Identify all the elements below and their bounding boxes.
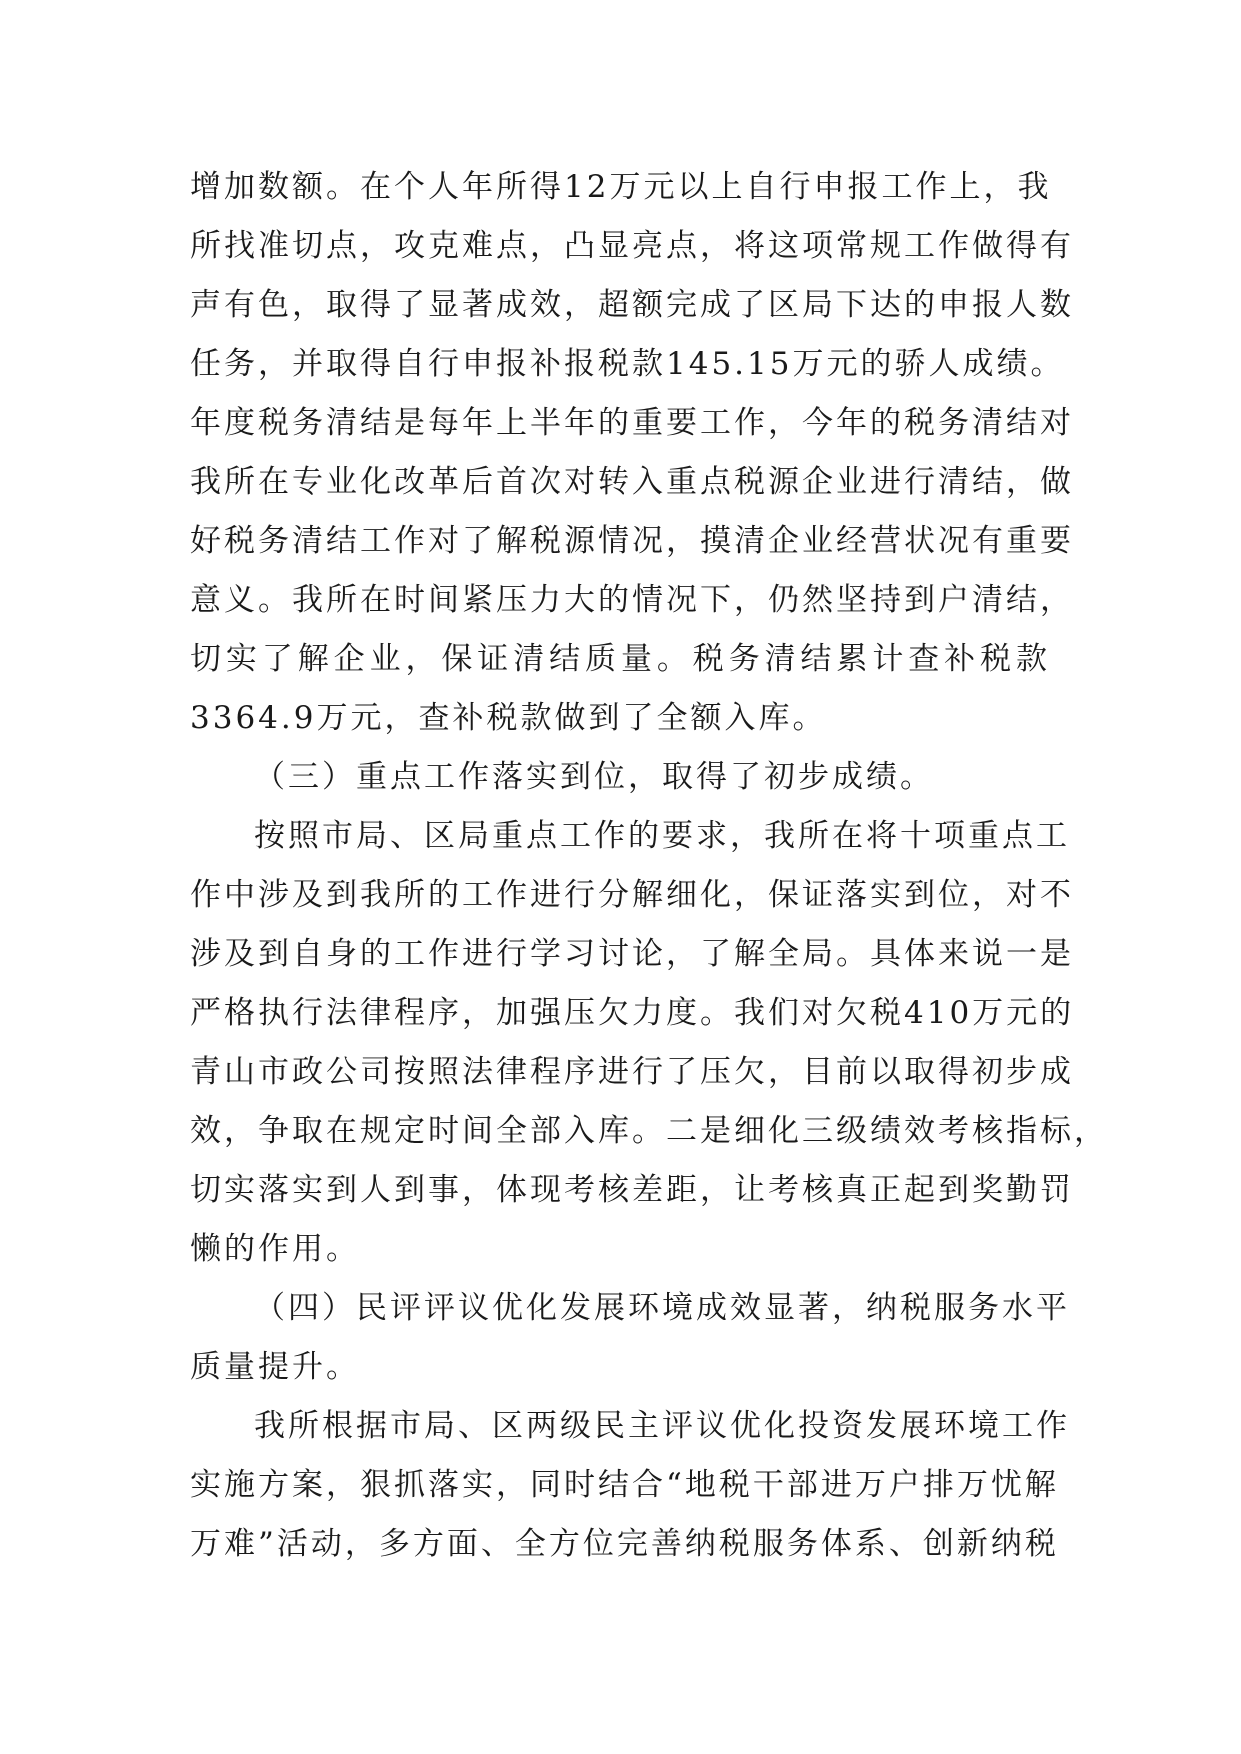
text-line: 我所在专业化改革后首次对转入重点税源企业进行清结，做: [190, 464, 1074, 500]
text-line: 效，争取在规定时间全部入库。二是细化三级绩效考核指标，: [190, 1113, 1108, 1149]
text-line: 切实落实到人到事，体现考核差距，让考核真正起到奖勤罚: [190, 1172, 1074, 1208]
text-line: 切实了解企业，保证清结质量。税务清结累计查补税款: [190, 641, 1050, 677]
text-line: 作中涉及到我所的工作进行分解细化，保证落实到位，对不: [190, 877, 1074, 913]
text-line: （三）重点工作落实到位，取得了初步成绩。: [254, 759, 934, 795]
text-line: 按照市局、区局重点工作的要求，我所在将十项重点工: [254, 818, 1070, 854]
text-line: 质量提升。: [190, 1349, 360, 1385]
text-line: 所找准切点，攻克难点，凸显亮点，将这项常规工作做得有: [190, 228, 1074, 264]
text-line: （四）民评评议优化发展环境成效显著，纳税服务水平: [254, 1290, 1070, 1326]
text-line: 声有色，取得了显著成效，超额完成了区局下达的申报人数: [190, 287, 1074, 323]
text-line: 实施方案，狠抓落实，同时结合“地税干部进万户排万忧解: [190, 1467, 1059, 1503]
text-line: 意义。我所在时间紧压力大的情况下，仍然坚持到户清结，: [190, 582, 1074, 618]
text-line: 3364.9万元，查补税款做到了全额入库。: [190, 700, 827, 736]
text-line: 青山市政公司按照法律程序进行了压欠，目前以取得初步成: [190, 1054, 1074, 1090]
text-line: 严格执行法律程序，加强压欠力度。我们对欠税410万元的: [190, 995, 1075, 1031]
document-body: [190, 158, 1108, 1574]
text-line: 任务，并取得自行申报补报税款145.15万元的骄人成绩。: [190, 346, 1065, 382]
text-line: 年度税务清结是每年上半年的重要工作，今年的税务清结对: [190, 405, 1074, 441]
text-line: 好税务清结工作对了解税源情况，摸清企业经营状况有重要: [190, 523, 1074, 559]
text-line: 懒的作用。: [190, 1231, 360, 1267]
text-line: 增加数额。在个人年所得12万元以上自行申报工作上，我: [190, 169, 1052, 205]
text-line: 我所根据市局、区两级民主评议优化投资发展环境工作: [254, 1408, 1070, 1444]
text-line: 涉及到自身的工作进行学习讨论，了解全局。具体来说一是: [190, 936, 1074, 972]
text-line: 万难”活动，多方面、全方位完善纳税服务体系、创新纳税: [190, 1526, 1059, 1562]
